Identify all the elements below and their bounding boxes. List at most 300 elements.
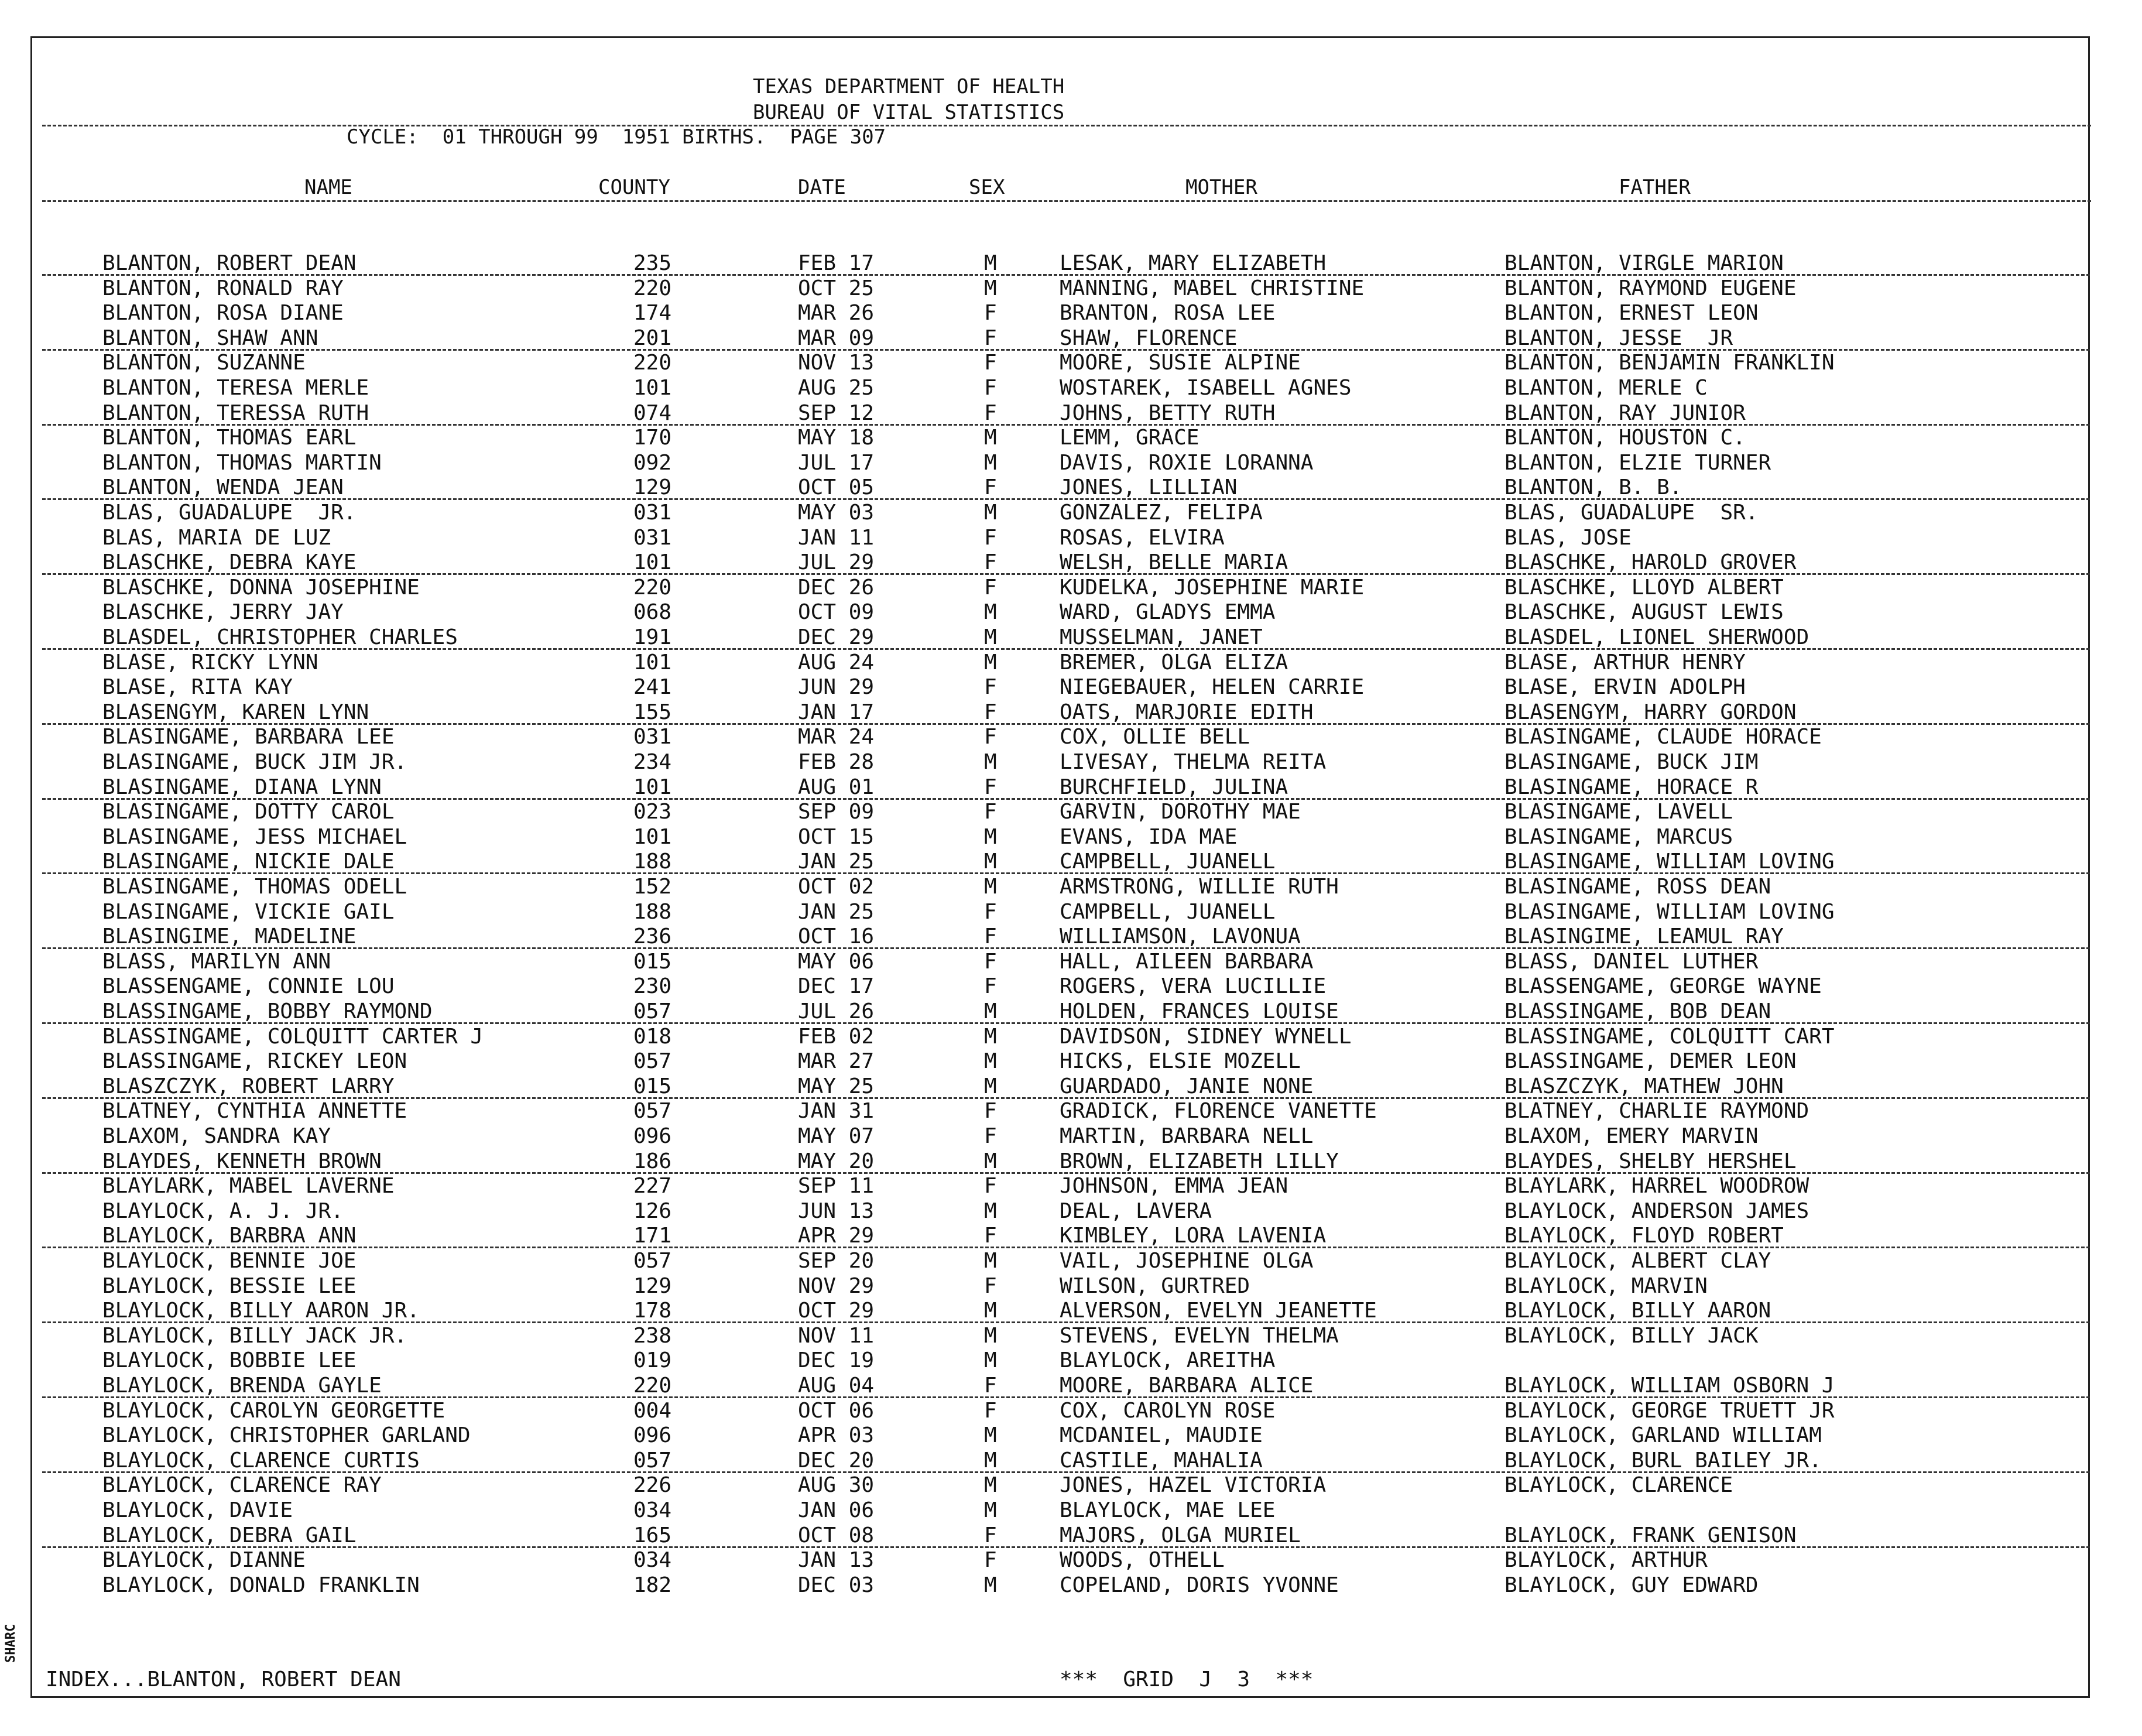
- table-row: [0, 1499, 2142, 1524]
- cell-date: DEC 29: [798, 625, 875, 649]
- cell-name: BLAS, GUADALUPE JR.: [102, 501, 357, 525]
- cell-sex: M: [984, 999, 997, 1023]
- cell-county: 220: [633, 276, 672, 300]
- cell-name: BLASCHKE, DONNA JOSEPHINE: [102, 575, 420, 600]
- cell-sex: M: [984, 1348, 997, 1373]
- row-separator: [42, 274, 2090, 276]
- cell-mother: HOLDEN, FRANCES LOUISE: [1060, 999, 1339, 1023]
- cell-county: 057: [633, 1099, 672, 1124]
- header-department: TEXAS DEPARTMENT OF HEALTH: [753, 75, 1065, 98]
- cell-mother: BROWN, ELIZABETH LILLY: [1060, 1149, 1339, 1173]
- cell-sex: M: [984, 824, 997, 849]
- table-row: [0, 651, 2142, 676]
- cell-date: JAN 25: [798, 850, 875, 874]
- cell-name: BLASDEL, CHRISTOPHER CHARLES: [102, 625, 458, 649]
- cell-name: BLANTON, RONALD RAY: [102, 276, 344, 300]
- row-separator: [42, 1247, 2090, 1248]
- cell-county: 230: [633, 974, 672, 999]
- cell-sex: M: [984, 426, 997, 450]
- cell-date: NOV 13: [798, 351, 875, 375]
- cell-father: BLAYLOCK, WILLIAM OSBORN J: [1504, 1374, 1835, 1398]
- cell-father: BLASCHKE, LLOYD ALBERT: [1504, 575, 1784, 600]
- cell-county: 101: [633, 550, 672, 575]
- cell-sex: F: [984, 800, 997, 824]
- cell-name: BLANTON, ROBERT DEAN: [102, 251, 357, 275]
- cell-name: BLANTON, WENDA JEAN: [102, 475, 344, 500]
- row-separator: [42, 498, 2090, 500]
- cell-name: BLASINGAME, DIANA LYNN: [102, 775, 382, 799]
- cell-father: BLASINGAME, LAVELL: [1504, 800, 1733, 824]
- cell-date: MAR 27: [798, 1049, 875, 1074]
- cell-county: 096: [633, 1423, 672, 1448]
- cell-mother: DAVIDSON, SIDNEY WYNELL: [1060, 1024, 1352, 1049]
- cell-mother: KUDELKA, JOSEPHINE MARIE: [1060, 575, 1365, 600]
- cell-name: BLASINGAME, NICKIE DALE: [102, 850, 395, 874]
- cell-date: OCT 16: [798, 925, 875, 949]
- cell-mother: LESAK, MARY ELIZABETH: [1060, 251, 1327, 275]
- cell-name: BLAYLOCK, BOBBIE LEE: [102, 1348, 357, 1373]
- cell-sex: M: [984, 1049, 997, 1074]
- cell-name: BLAYLOCK, DEBRA GAIL: [102, 1523, 357, 1547]
- cell-name: BLAS, MARIA DE LUZ: [102, 525, 331, 550]
- cell-sex: F: [984, 1273, 997, 1298]
- cell-date: AUG 01: [798, 775, 875, 799]
- cell-sex: F: [984, 1224, 997, 1248]
- table-row: [0, 751, 2142, 776]
- cell-date: FEB 17: [798, 251, 875, 275]
- cell-sex: M: [984, 1024, 997, 1049]
- cell-father: BLASINGAME, BUCK JIM: [1504, 750, 1759, 774]
- cell-father: BLAYLARK, HARREL WOODROW: [1504, 1174, 1809, 1199]
- cell-county: 101: [633, 376, 672, 400]
- cell-father: BLAYLOCK, ANDERSON JAMES: [1504, 1199, 1809, 1223]
- cell-date: JAN 13: [798, 1548, 875, 1573]
- cell-sex: F: [984, 1374, 997, 1398]
- cell-sex: F: [984, 550, 997, 575]
- col-county-header: COUNTY: [598, 176, 670, 199]
- cell-sex: F: [984, 1099, 997, 1124]
- cell-name: BLASINGAME, VICKIE GAIL: [102, 899, 395, 924]
- footer-grid: *** GRID J 3 ***: [1060, 1667, 1314, 1692]
- cell-date: JAN 31: [798, 1099, 875, 1124]
- cell-county: 031: [633, 725, 672, 749]
- cell-sex: F: [984, 475, 997, 500]
- cell-sex: M: [984, 276, 997, 300]
- cell-sex: M: [984, 1473, 997, 1498]
- cell-county: 220: [633, 575, 672, 600]
- table-row: [0, 277, 2142, 302]
- cell-father: BLASSINGAME, BOB DEAN: [1504, 999, 1771, 1023]
- table-row: [0, 451, 2142, 477]
- cell-name: BLASSENGAME, CONNIE LOU: [102, 974, 395, 999]
- cell-mother: MANNING, MABEL CHRISTINE: [1060, 276, 1365, 300]
- cell-county: 191: [633, 625, 672, 649]
- cell-mother: VAIL, JOSEPHINE OLGA: [1060, 1249, 1314, 1273]
- table-row: [0, 1125, 2142, 1150]
- cell-name: BLAYLOCK, CLARENCE RAY: [102, 1473, 382, 1498]
- cell-date: SEP 12: [798, 400, 875, 425]
- cell-father: BLATNEY, CHARLIE RAYMOND: [1504, 1099, 1809, 1124]
- cell-father: BLASINGAME, CLAUDE HORACE: [1504, 725, 1822, 749]
- cell-county: 034: [633, 1498, 672, 1522]
- cell-date: OCT 15: [798, 824, 875, 849]
- cell-father: BLANTON, ELZIE TURNER: [1504, 450, 1771, 475]
- cell-father: BLASS, DANIEL LUTHER: [1504, 949, 1759, 974]
- cell-mother: BLAYLOCK, MAE LEE: [1060, 1498, 1276, 1522]
- cell-name: BLANTON, SHAW ANN: [102, 326, 318, 350]
- cell-mother: DAVIS, ROXIE LORANNA: [1060, 450, 1314, 475]
- cell-mother: COX, CAROLYN ROSE: [1060, 1398, 1276, 1423]
- cell-date: OCT 29: [798, 1299, 875, 1323]
- table-row: [0, 601, 2142, 626]
- cell-county: 152: [633, 875, 672, 899]
- cell-name: BLANTON, TERESA MERLE: [102, 376, 369, 400]
- table-row: [0, 900, 2142, 926]
- cell-sex: F: [984, 1124, 997, 1148]
- table-row: [0, 1100, 2142, 1125]
- cell-county: 186: [633, 1149, 672, 1173]
- cell-mother: JOHNS, BETTY RUTH: [1060, 400, 1276, 425]
- cell-date: OCT 08: [798, 1523, 875, 1547]
- cell-date: APR 03: [798, 1423, 875, 1448]
- cell-name: BLASCHKE, JERRY JAY: [102, 600, 344, 625]
- row-separator: [42, 1396, 2090, 1398]
- table-row: [0, 476, 2142, 501]
- cell-father: BLASINGAME, HORACE R: [1504, 775, 1759, 799]
- cell-date: MAR 24: [798, 725, 875, 749]
- cell-mother: WILSON, GURTRED: [1060, 1273, 1250, 1298]
- cell-sex: F: [984, 775, 997, 799]
- cell-father: BLANTON, RAY JUNIOR: [1504, 400, 1746, 425]
- cell-date: OCT 25: [798, 276, 875, 300]
- cell-county: 057: [633, 1448, 672, 1473]
- cell-mother: SHAW, FLORENCE: [1060, 326, 1238, 350]
- cell-mother: BREMER, OLGA ELIZA: [1060, 650, 1288, 674]
- cell-father: BLANTON, MERLE C: [1504, 376, 1708, 400]
- table-row: [0, 1574, 2142, 1599]
- cell-mother: CAMPBELL, JUANELL: [1060, 899, 1276, 924]
- cell-father: BLANTON, JESSE JR: [1504, 326, 1733, 350]
- cell-sex: M: [984, 600, 997, 625]
- cell-county: 101: [633, 775, 672, 799]
- cell-name: BLASINGIME, MADELINE: [102, 925, 357, 949]
- cell-mother: OATS, MARJORIE EDITH: [1060, 700, 1314, 724]
- cell-sex: M: [984, 1149, 997, 1173]
- cell-date: DEC 17: [798, 974, 875, 999]
- cell-sex: F: [984, 1548, 997, 1573]
- cell-date: OCT 09: [798, 600, 875, 625]
- cell-sex: F: [984, 1398, 997, 1423]
- cell-county: 031: [633, 525, 672, 550]
- cell-sex: M: [984, 1199, 997, 1223]
- cell-county: 018: [633, 1024, 672, 1049]
- row-separator: [42, 947, 2090, 949]
- cell-date: JUN 29: [798, 675, 875, 700]
- cell-county: 057: [633, 999, 672, 1023]
- cell-county: 092: [633, 450, 672, 475]
- table-row: [0, 1299, 2142, 1324]
- cell-county: 126: [633, 1199, 672, 1223]
- cell-sex: M: [984, 450, 997, 475]
- cell-father: BLAYLOCK, ARTHUR: [1504, 1548, 1708, 1573]
- cell-father: BLASDEL, LIONEL SHERWOOD: [1504, 625, 1809, 649]
- table-row: [0, 1524, 2142, 1549]
- cell-mother: KIMBLEY, LORA LAVENIA: [1060, 1224, 1327, 1248]
- cell-name: BLAYDES, KENNETH BROWN: [102, 1149, 382, 1173]
- cell-date: DEC 20: [798, 1448, 875, 1473]
- cell-county: 068: [633, 600, 672, 625]
- cell-mother: STEVENS, EVELYN THELMA: [1060, 1323, 1339, 1348]
- cell-date: MAY 06: [798, 949, 875, 974]
- cell-father: BLAYLOCK, GEORGE TRUETT JR: [1504, 1398, 1835, 1423]
- cell-county: 074: [633, 400, 672, 425]
- cell-sex: M: [984, 501, 997, 525]
- cell-name: BLATNEY, CYNTHIA ANNETTE: [102, 1099, 407, 1124]
- cell-name: BLASE, RICKY LYNN: [102, 650, 318, 674]
- cell-date: MAR 09: [798, 326, 875, 350]
- cell-name: BLASCHKE, DEBRA KAYE: [102, 550, 357, 575]
- table-row: [0, 676, 2142, 701]
- cell-sex: F: [984, 974, 997, 999]
- table-row: [0, 327, 2142, 352]
- row-separator: [42, 1097, 2090, 1099]
- cell-father: BLANTON, ERNEST LEON: [1504, 301, 1759, 326]
- cell-date: DEC 26: [798, 575, 875, 600]
- cell-name: BLAYLOCK, BILLY JACK JR.: [102, 1323, 407, 1348]
- cell-mother: MAJORS, OLGA MURIEL: [1060, 1523, 1301, 1547]
- cell-county: 226: [633, 1473, 672, 1498]
- cell-sex: F: [984, 575, 997, 600]
- table-row: [0, 975, 2142, 1000]
- cell-date: SEP 09: [798, 800, 875, 824]
- cell-county: 129: [633, 1273, 672, 1298]
- cell-name: BLANTON, SUZANNE: [102, 351, 306, 375]
- cell-father: BLANTON, B. B.: [1504, 475, 1682, 500]
- cell-father: BLAYLOCK, MARVIN: [1504, 1273, 1708, 1298]
- cell-county: 227: [633, 1174, 672, 1199]
- cell-mother: MOORE, SUSIE ALPINE: [1060, 351, 1301, 375]
- cell-date: AUG 30: [798, 1473, 875, 1498]
- cell-father: BLAYLOCK, GUY EDWARD: [1504, 1573, 1759, 1597]
- cell-father: BLASCHKE, HAROLD GROVER: [1504, 550, 1797, 575]
- table-row: [0, 701, 2142, 726]
- col-date-header: DATE: [798, 176, 846, 199]
- cell-name: BLAYLOCK, CHRISTOPHER GARLAND: [102, 1423, 471, 1448]
- cell-sex: F: [984, 525, 997, 550]
- table-row: [0, 501, 2142, 526]
- cell-county: 220: [633, 351, 672, 375]
- cell-father: BLASINGAME, ROSS DEAN: [1504, 875, 1771, 899]
- cell-county: 170: [633, 426, 672, 450]
- cell-father: BLASSENGAME, GEORGE WAYNE: [1504, 974, 1822, 999]
- cell-name: BLASINGAME, THOMAS ODELL: [102, 875, 407, 899]
- cell-sex: F: [984, 351, 997, 375]
- cell-father: BLAYLOCK, GARLAND WILLIAM: [1504, 1423, 1822, 1448]
- cell-mother: LIVESAY, THELMA REITA: [1060, 750, 1327, 774]
- cell-name: BLASINGAME, BUCK JIM JR.: [102, 750, 407, 774]
- row-separator: [42, 1022, 2090, 1024]
- cell-county: 178: [633, 1299, 672, 1323]
- cell-county: 031: [633, 501, 672, 525]
- cell-name: BLAYLOCK, CAROLYN GEORGETTE: [102, 1398, 445, 1423]
- cell-name: BLAYLOCK, BARBRA ANN: [102, 1224, 357, 1248]
- cell-mother: GONZALEZ, FELIPA: [1060, 501, 1263, 525]
- table-row: [0, 950, 2142, 975]
- cell-name: BLAYLOCK, DIANNE: [102, 1548, 306, 1573]
- cell-name: BLANTON, TERESSA RUTH: [102, 400, 369, 425]
- table-row: [0, 1349, 2142, 1374]
- table-row: [0, 826, 2142, 851]
- cell-date: DEC 03: [798, 1573, 875, 1597]
- cell-mother: HALL, AILEEN BARBARA: [1060, 949, 1314, 974]
- cell-county: 182: [633, 1573, 672, 1597]
- cell-name: BLASINGAME, JESS MICHAEL: [102, 824, 407, 849]
- cell-name: BLANTON, ROSA DIANE: [102, 301, 344, 326]
- cell-name: BLASENGYM, KAREN LYNN: [102, 700, 369, 724]
- cell-name: BLASSINGAME, BOBBY RAYMOND: [102, 999, 433, 1023]
- cell-sex: F: [984, 899, 997, 924]
- cell-date: MAY 18: [798, 426, 875, 450]
- cell-sex: F: [984, 675, 997, 700]
- row-separator: [42, 1546, 2090, 1548]
- cell-mother: WILLIAMSON, LAVONUA: [1060, 925, 1301, 949]
- row-separator: [42, 349, 2090, 351]
- row-separator: [42, 424, 2090, 426]
- cell-date: MAY 07: [798, 1124, 875, 1148]
- cell-father: BLASINGAME, WILLIAM LOVING: [1504, 899, 1835, 924]
- cell-sex: F: [984, 400, 997, 425]
- cell-date: APR 29: [798, 1224, 875, 1248]
- cell-father: BLAYLOCK, CLARENCE: [1504, 1473, 1733, 1498]
- table-row: [0, 376, 2142, 402]
- table-row: [0, 1249, 2142, 1275]
- cell-mother: EVANS, IDA MAE: [1060, 824, 1238, 849]
- cell-county: 101: [633, 650, 672, 674]
- cell-father: BLAYLOCK, FLOYD ROBERT: [1504, 1224, 1784, 1248]
- table-row: [0, 1399, 2142, 1425]
- cell-date: JAN 25: [798, 899, 875, 924]
- table-row: [0, 1424, 2142, 1449]
- table-row: [0, 1449, 2142, 1474]
- table-row: [0, 402, 2142, 427]
- cell-date: NOV 11: [798, 1323, 875, 1348]
- cell-date: AUG 25: [798, 376, 875, 400]
- cell-mother: NIEGEBAUER, HELEN CARRIE: [1060, 675, 1365, 700]
- cell-date: SEP 20: [798, 1249, 875, 1273]
- cell-mother: GARVIN, DOROTHY MAE: [1060, 800, 1301, 824]
- table-row: [0, 576, 2142, 601]
- cell-mother: JONES, LILLIAN: [1060, 475, 1238, 500]
- cell-sex: M: [984, 650, 997, 674]
- cell-sex: M: [984, 1573, 997, 1597]
- cell-mother: MOORE, BARBARA ALICE: [1060, 1374, 1314, 1398]
- cell-father: BLANTON, RAYMOND EUGENE: [1504, 276, 1797, 300]
- cell-mother: GRADICK, FLORENCE VANETTE: [1060, 1099, 1377, 1124]
- cell-father: BLAS, JOSE: [1504, 525, 1632, 550]
- cell-mother: BLAYLOCK, AREITHA: [1060, 1348, 1276, 1373]
- cell-date: JAN 17: [798, 700, 875, 724]
- cell-father: BLAYLOCK, BILLY AARON: [1504, 1299, 1771, 1323]
- cell-mother: WOODS, OTHELL: [1060, 1548, 1225, 1573]
- table-row: [0, 351, 2142, 376]
- cell-date: JAN 11: [798, 525, 875, 550]
- cell-date: JUL 29: [798, 550, 875, 575]
- side-stamp: SHARC: [4, 1624, 18, 1663]
- table-row: [0, 551, 2142, 576]
- table-row: [0, 1474, 2142, 1499]
- cell-father: BLASE, ERVIN ADOLPH: [1504, 675, 1746, 700]
- col-mother-header: MOTHER: [1185, 176, 1257, 199]
- cell-name: BLAYLARK, MABEL LAVERNE: [102, 1174, 395, 1199]
- cell-mother: WELSH, BELLE MARIA: [1060, 550, 1288, 575]
- cell-county: 004: [633, 1398, 672, 1423]
- cell-name: BLAYLOCK, DONALD FRANKLIN: [102, 1573, 420, 1597]
- cell-sex: M: [984, 1323, 997, 1348]
- cell-father: BLAYLOCK, FRANK GENISON: [1504, 1523, 1797, 1547]
- cell-sex: F: [984, 949, 997, 974]
- cell-mother: BURCHFIELD, JULINA: [1060, 775, 1288, 799]
- row-separator: [42, 648, 2090, 650]
- table-row: [0, 1150, 2142, 1175]
- cell-father: BLASSINGAME, DEMER LEON: [1504, 1049, 1797, 1074]
- cell-mother: JOHNSON, EMMA JEAN: [1060, 1174, 1288, 1199]
- cell-name: BLASSINGAME, RICKEY LEON: [102, 1049, 407, 1074]
- table-row: [0, 850, 2142, 875]
- cell-father: BLAYLOCK, BURL BAILEY JR.: [1504, 1448, 1822, 1473]
- table-row: [0, 302, 2142, 327]
- cell-date: OCT 02: [798, 875, 875, 899]
- cell-name: BLASS, MARILYN ANN: [102, 949, 331, 974]
- cell-name: BLASZCZYK, ROBERT LARRY: [102, 1074, 395, 1098]
- cell-county: 034: [633, 1548, 672, 1573]
- cell-mother: ARMSTRONG, WILLIE RUTH: [1060, 875, 1339, 899]
- cell-county: 015: [633, 949, 672, 974]
- cell-name: BLAYLOCK, DAVIE: [102, 1498, 293, 1522]
- cell-mother: LEMM, GRACE: [1060, 426, 1199, 450]
- cell-date: JUL 26: [798, 999, 875, 1023]
- col-sex-header: SEX: [969, 176, 1005, 199]
- cell-sex: M: [984, 251, 997, 275]
- row-separator: [42, 723, 2090, 725]
- table-row: [0, 426, 2142, 451]
- table-row: [0, 1549, 2142, 1574]
- cell-date: NOV 29: [798, 1273, 875, 1298]
- table-row: [0, 526, 2142, 552]
- cell-county: 171: [633, 1224, 672, 1248]
- column-header-divider: [42, 200, 2091, 202]
- cell-father: BLAS, GUADALUPE SR.: [1504, 501, 1759, 525]
- cell-county: 057: [633, 1249, 672, 1273]
- cell-father: BLASINGIME, LEAMUL RAY: [1504, 925, 1784, 949]
- cell-mother: HICKS, ELSIE MOZELL: [1060, 1049, 1301, 1074]
- table-row: [0, 1175, 2142, 1200]
- cell-county: 241: [633, 675, 672, 700]
- cell-mother: MCDANIEL, MAUDIE: [1060, 1423, 1263, 1448]
- cell-mother: ROGERS, VERA LUCILLIE: [1060, 974, 1327, 999]
- cell-name: BLAYLOCK, BENNIE JOE: [102, 1249, 357, 1273]
- cell-date: AUG 24: [798, 650, 875, 674]
- table-row: [0, 252, 2142, 277]
- cell-date: JUL 17: [798, 450, 875, 475]
- cell-mother: WARD, GLADYS EMMA: [1060, 600, 1276, 625]
- cell-sex: F: [984, 326, 997, 350]
- cell-sex: M: [984, 1299, 997, 1323]
- cell-sex: M: [984, 1498, 997, 1522]
- cell-county: 188: [633, 850, 672, 874]
- cell-name: BLASINGAME, DOTTY CAROL: [102, 800, 395, 824]
- cell-name: BLAYLOCK, BILLY AARON JR.: [102, 1299, 420, 1323]
- row-separator: [42, 798, 2090, 800]
